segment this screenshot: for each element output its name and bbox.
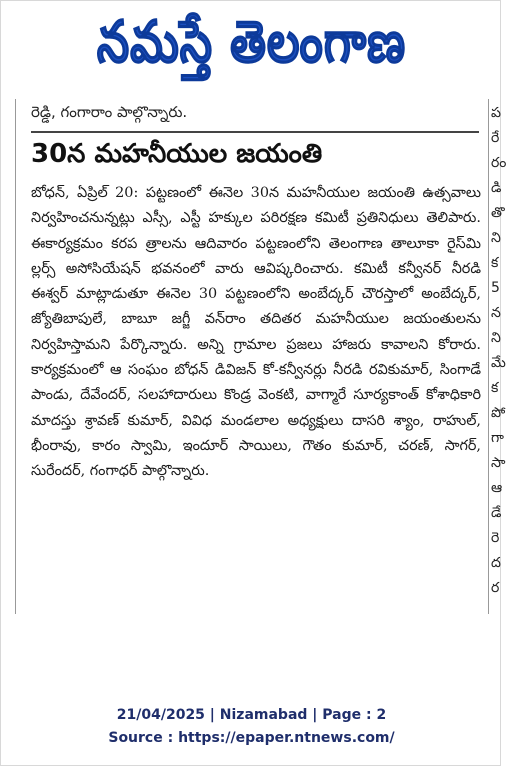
- left-column-divider: [15, 99, 16, 614]
- article-headline: 30న మహనీయుల జయంతి: [31, 139, 323, 169]
- fragment-text: ప: [491, 105, 501, 121]
- newspaper-masthead: [1, 1, 502, 97]
- fragment-text: పో: [491, 405, 506, 421]
- fragment-text: తొ: [491, 205, 505, 221]
- fragment-text: గా: [491, 430, 504, 446]
- fragment-text: ఆ: [491, 480, 503, 496]
- article-body: బోధన్‌, ఏప్రిల్‌ 20: పట్టణంలో ఈనెల 30న మహనీయుల జయంతి ఉత్సవాలు నిర్వహించనున్నట్లు ఎస్సీ, ఎస్టీ హక్కుల పరిరక్షణ కమిటీ ప్రతినిధులు తెలిపారు. ఈకార్యక్రమం కరప త్రాలను ఆదివారం పట్టణంలోని తెలంగాణ తాలూకా రైస్‌మి ల్లర్స్‌ అసోసియేషన్‌ భవనంలో వారు ఆవిష్కరించారు. కమిటీ కన్వీనర్‌ నీరడి ఈశ్వర్‌ మాట్లాడుతూ ఈనెల 30 పట్టణంలోని అంబేద్కర్‌ చౌరస్తాలో అంబేద్కర్‌, జ్యోతిబాపులే, బాబూ జగ్జీ వన్‌రాం తదితర మహనీయుల జయంతులను నిర్వహిస్తామని పేర్కొన్నారు. అన్ని గ్రామాల ప్రజలు హాజరు కావాలని కోరారు. కార్యక్రమంలో ఆ సంఘం బోధన్‌ డివిజన్‌ కో-కన్వీనర్లు నీరడి రవికుమార్‌, సింగాడే పాండు, దేవేందర్‌, సలహాదారులు కొండ్ర వెంకటి, వాగ్మారే సూర్యకాంత్‌ కోశాధికారి మాదస్తు శ్రావణ్‌ కుమార్‌, వివిధ మండలాల అధ్యక్షులు దాసరి శ్యాం, రాహుల్‌, భీంరావు, కారం స్వామి, ఇందూర్‌ సాయిలు, గౌతం కుమార్‌, చరణ్‌, సాగర్‌, సురేందర్‌, గంగాధర్‌ పాల్గొన్నారు.: [31, 185, 481, 480]
- masthead-title: నమస్తే తెలంగాణ: [96, 7, 407, 76]
- right-column-divider: [488, 99, 489, 614]
- fragment-text: డి: [491, 180, 502, 196]
- fragment-text: రె: [491, 530, 500, 546]
- fragment-text: న: [491, 305, 501, 321]
- fragment-text: క: [491, 255, 499, 271]
- previous-article-tail: రెడ్డి, గంగారాం పాల్గొన్నారు.: [31, 103, 188, 121]
- fragment-text: 5: [491, 280, 500, 296]
- fragment-text: రం: [491, 155, 506, 171]
- fragment-text: ద: [491, 555, 501, 571]
- article-separator: [31, 131, 479, 133]
- fragment-text: రే: [491, 130, 500, 146]
- fragment-text: ని: [491, 230, 501, 246]
- fragment-text: క: [491, 380, 499, 396]
- adjacent-column-fragment: [491, 101, 506, 611]
- source-link[interactable]: Source : https://epaper.ntnews.com/: [108, 730, 395, 746]
- edition-info: 21/04/2025 | Nizamabad | Page : 2: [116, 707, 387, 723]
- fragment-text: ర: [491, 580, 500, 596]
- fragment-text: మే: [491, 355, 506, 371]
- fragment-text: సా: [491, 455, 506, 471]
- fragment-text: డే: [491, 505, 502, 521]
- fragment-text: ని: [491, 330, 501, 346]
